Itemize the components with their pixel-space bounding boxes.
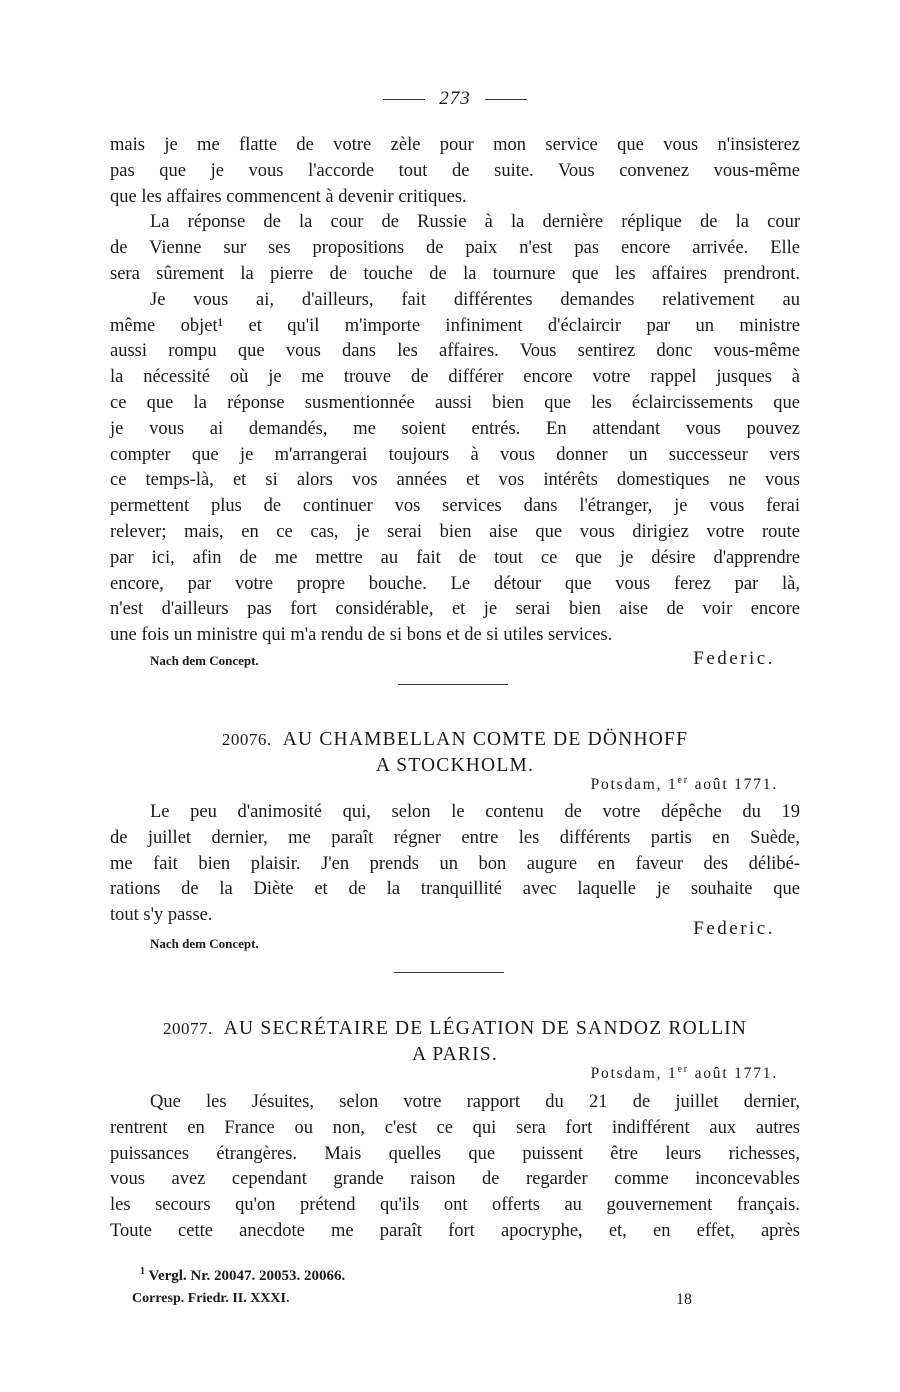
- letter-body-20077: [110, 1090, 800, 1245]
- letter-addressee: AU SECRÉTAIRE DE LÉGATION DE SANDOZ ROLLIN: [223, 1018, 748, 1039]
- letter-dateline: [591, 775, 778, 794]
- letter-number: 20076.: [221, 730, 272, 749]
- page-number: 273: [439, 88, 471, 109]
- text-line: aussi rompu que vous dans les affaires. Vous sentirez donc vous-même: [110, 341, 800, 362]
- paragraph-3: [110, 288, 800, 649]
- paragraph-1: [110, 133, 800, 210]
- source-note: Nach dem Concept.: [150, 653, 259, 668]
- page-number-dash-left: [383, 99, 425, 100]
- source-note: Nach dem Concept.: [150, 936, 259, 951]
- date-ordinal: er: [677, 1064, 689, 1075]
- text-line: relever; mais, en ce cas, je serai bien aise que vous dirigiez votre route: [110, 521, 800, 542]
- text-line: sera sûrement la pierre de touche de la tournure que les affaires prendront.: [110, 263, 800, 284]
- signature: Federic.: [693, 648, 775, 669]
- letter-number: 20077.: [162, 1019, 213, 1038]
- text-line: vous avez cependant grande raison de regarder comme inconcevables: [110, 1169, 800, 1190]
- page-number-row: [110, 88, 800, 110]
- date-rest: août 1771.: [694, 776, 778, 794]
- text-line: me fait bien plaisir. J'en prends un bon augure en faveur des délibé-: [110, 853, 800, 874]
- text-line: tout s'y passe.: [110, 905, 213, 926]
- date-day: 1: [667, 1065, 678, 1083]
- text-line: une fois un ministre qui m'a rendu de si bons et de si utiles services.: [110, 625, 613, 646]
- paragraph-2: [110, 210, 800, 287]
- letter-heading-line: [110, 727, 800, 753]
- text-line: Que les Jésuites, selon votre rapport du 21 de juillet dernier,: [150, 1092, 800, 1112]
- footnote-marker: 1: [140, 1266, 145, 1277]
- letter-body-20076: [110, 800, 800, 929]
- letter-heading-20076: [110, 727, 800, 779]
- text-line: encore, par votre propre bouche. Le détour que vous ferez par là,: [110, 573, 800, 594]
- footnote: [140, 1266, 345, 1285]
- text-line: mais je me flatte de votre zèle pour mon service que vous n'insisterez: [110, 135, 800, 155]
- letter-paragraph: [110, 1090, 800, 1245]
- sheet-number: 18: [676, 1291, 692, 1308]
- text-line: permettent plus de continuer vos services dans l'étranger, je vous ferai: [110, 496, 800, 517]
- page-footer: [132, 1291, 692, 1307]
- text-line: de juillet dernier, me paraît régner entre les différents partis en Suède,: [110, 827, 800, 848]
- footnote-text: Vergl. Nr. 20047. 20053. 20066.: [148, 1268, 346, 1284]
- letter-paragraph: [110, 800, 800, 929]
- text-line: les secours qu'on prétend qu'ils ont offerts au gouvernement français.: [110, 1195, 800, 1216]
- letter-addressee: AU CHAMBELLAN COMTE DE DÖNHOFF: [282, 729, 689, 750]
- signature: Federic.: [693, 918, 775, 939]
- date-ordinal: er: [677, 775, 689, 786]
- text-line: puissances étrangères. Mais quelles que puissent être leurs richesses,: [110, 1143, 800, 1164]
- text-line: Je vous ai, d'ailleurs, fait différentes demandes relativement au: [150, 289, 800, 310]
- letter-heading-20077: [110, 1016, 800, 1068]
- text-line: de Vienne sur ses propositions de paix n'est pas encore arrivée. Elle: [110, 238, 800, 259]
- letter-destination: A STOCKHOLM.: [375, 755, 535, 776]
- page-number-dash-right: [485, 99, 527, 100]
- letter-dateline: [591, 1064, 778, 1083]
- date-day: 1: [667, 776, 678, 794]
- text-line: même objet¹ et qu'il m'importe infiniment d'éclaircir par un ministre: [110, 315, 800, 336]
- date-place: Potsdam,: [590, 776, 663, 794]
- text-line: la nécessité où je me trouve de différer encore votre rappel jusques à: [110, 367, 800, 388]
- date-place: Potsdam,: [590, 1065, 663, 1083]
- text-line: ce temps-là, et si alors vos années et vos intérêts domestiques ne vous: [110, 470, 800, 491]
- text-line: pas que je vous l'accorde tout de suite. Vous convenez vous-même: [110, 160, 800, 181]
- footer-source: Corresp. Friedr. II. XXXI.: [132, 1291, 290, 1306]
- text-line: La réponse de la cour de Russie à la dernière réplique de la cour: [150, 212, 800, 233]
- text-line: par ici, afin de me mettre au fait de tout ce que je désire d'apprendre: [110, 547, 800, 568]
- text-line: ce que la réponse susmentionnée aussi bien que les éclaircissements que: [110, 392, 800, 413]
- date-rest: août 1771.: [694, 1065, 778, 1083]
- letter-destination: A PARIS.: [412, 1044, 498, 1065]
- text-line: n'est d'ailleurs pas fort considérable, et je serai bien aise de voir encore: [110, 599, 800, 620]
- continuation-text: [110, 133, 800, 649]
- text-line: rentrent en France ou non, c'est ce qui sera fort indifférent aux autres: [110, 1117, 800, 1138]
- text-line: rations de la Diète et de la tranquillité avec laquelle je souhaite que: [110, 879, 800, 900]
- text-line: Toute cette anecdote me paraît fort apocryphe, et, en effet, après: [110, 1220, 800, 1241]
- section-divider: [394, 972, 504, 973]
- text-line: compter que je m'arrangerai toujours à vous donner un successeur vers: [110, 444, 800, 465]
- letter-heading-line: [110, 1016, 800, 1042]
- text-line: que les affaires commencent à devenir critiques.: [110, 186, 467, 207]
- text-line: je vous ai demandés, me soient entrés. En attendant vous pouvez: [110, 418, 800, 439]
- section-divider: [398, 684, 508, 685]
- text-line: Le peu d'animosité qui, selon le contenu de votre dépêche du 19: [150, 802, 800, 822]
